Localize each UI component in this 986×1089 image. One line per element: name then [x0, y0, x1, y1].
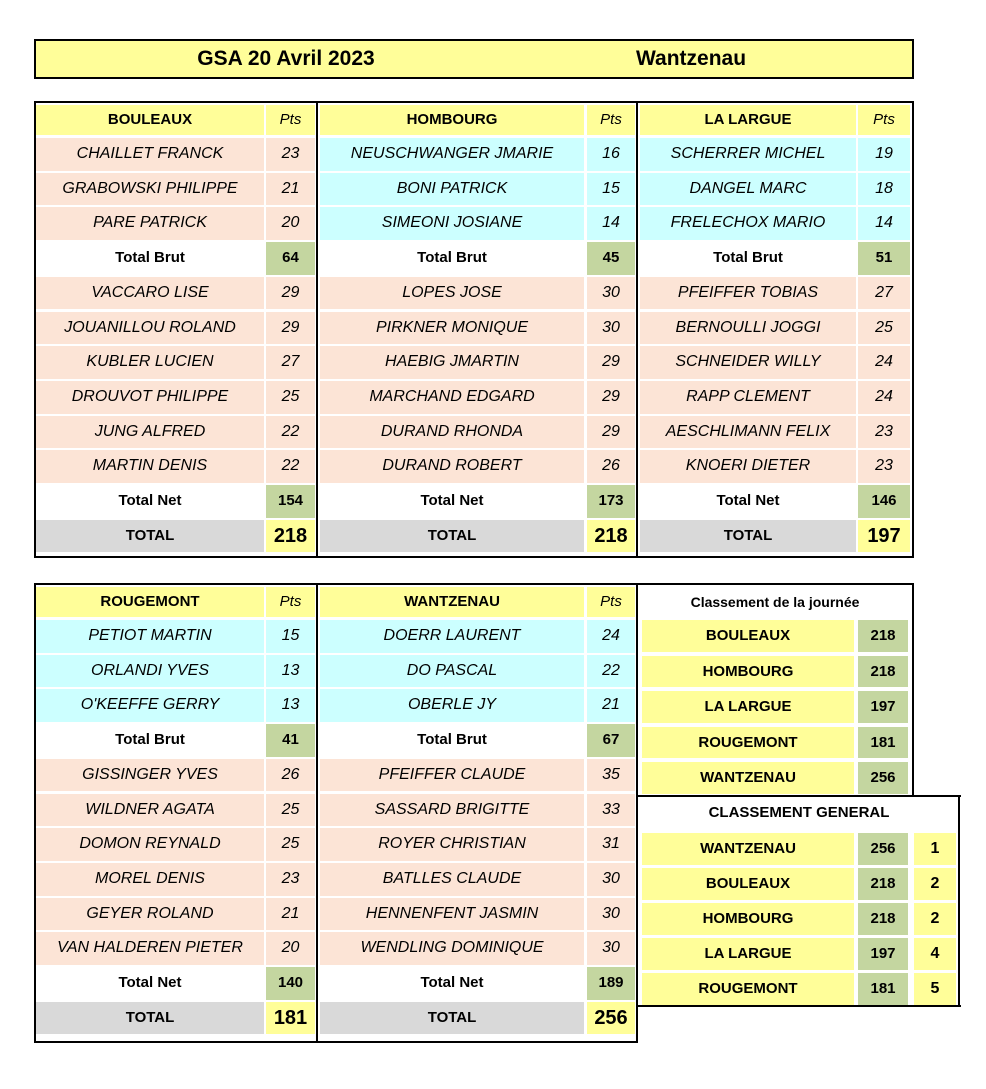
- player-pts: 23: [266, 138, 315, 171]
- general-rank: 2: [914, 903, 956, 935]
- team-header: WANTZENAU: [320, 587, 584, 617]
- general-rank: 5: [914, 973, 956, 1005]
- player-name: PETIOT MARTIN: [36, 620, 264, 653]
- total-value: 218: [587, 520, 635, 553]
- player-pts: 23: [266, 863, 315, 896]
- ranking-team: BOULEAUX: [642, 620, 854, 652]
- player-pts: 13: [266, 655, 315, 688]
- ranking-score: 218: [858, 620, 908, 652]
- player-name: SCHNEIDER WILLY: [640, 346, 856, 379]
- player-name: DROUVOT PHILIPPE: [36, 381, 264, 414]
- player-name: NEUSCHWANGER JMARIE: [320, 138, 584, 171]
- player-name: PIRKNER MONIQUE: [320, 312, 584, 345]
- player-name: HENNENFENT JASMIN: [320, 898, 584, 931]
- player-pts: 24: [587, 620, 635, 653]
- player-pts: 23: [858, 450, 910, 483]
- title-bar: [34, 39, 914, 79]
- rule-line: [34, 101, 36, 558]
- player-name: SIMEONI JOSIANE: [320, 207, 584, 240]
- total-label: TOTAL: [36, 1002, 264, 1035]
- player-name: DOMON REYNALD: [36, 828, 264, 861]
- player-pts: 35: [587, 759, 635, 792]
- player-name: MARCHAND EDGARD: [320, 381, 584, 414]
- total-value: 181: [266, 1002, 315, 1035]
- player-name: PFEIFFER TOBIAS: [640, 277, 856, 310]
- player-pts: 22: [266, 416, 315, 449]
- total-value: 218: [266, 520, 315, 553]
- player-name: GEYER ROLAND: [36, 898, 264, 931]
- ranking-score: 218: [858, 656, 908, 688]
- classement-journee-title: Classement de la journée: [640, 587, 910, 617]
- ranking-team: WANTZENAU: [642, 762, 854, 794]
- ranking-score: 197: [858, 691, 908, 723]
- player-name: GRABOWSKI PHILIPPE: [36, 173, 264, 206]
- total-net-label: Total Net: [36, 967, 264, 1000]
- rule-line: [958, 795, 960, 1007]
- ranking-score: 181: [858, 727, 908, 759]
- total-brut-value: 51: [858, 242, 910, 275]
- player-pts: 23: [858, 416, 910, 449]
- player-pts: 25: [266, 794, 315, 827]
- player-name: BERNOULLI JOGGI: [640, 312, 856, 345]
- pts-header: Pts: [587, 587, 635, 617]
- player-name: MOREL DENIS: [36, 863, 264, 896]
- ranking-team: LA LARGUE: [642, 691, 854, 723]
- player-pts: 27: [858, 277, 910, 310]
- rule-line: [638, 795, 961, 797]
- general-team: LA LARGUE: [642, 938, 854, 970]
- pts-header: Pts: [587, 105, 635, 135]
- player-pts: 33: [587, 794, 635, 827]
- player-pts: 29: [266, 277, 315, 310]
- total-label: TOTAL: [640, 520, 856, 553]
- player-pts: 27: [266, 346, 315, 379]
- rule-line: [34, 583, 36, 1043]
- player-name: JOUANILLOU ROLAND: [36, 312, 264, 345]
- player-pts: 18: [858, 173, 910, 206]
- player-name: O'KEEFFE GERRY: [36, 689, 264, 722]
- total-brut-label: Total Brut: [320, 724, 584, 757]
- general-rank: 1: [914, 833, 956, 865]
- player-name: ROYER CHRISTIAN: [320, 828, 584, 861]
- event-title: GSA 20 Avril 2023: [197, 47, 375, 70]
- general-score: 218: [858, 868, 908, 900]
- player-name: MARTIN DENIS: [36, 450, 264, 483]
- player-name: PFEIFFER CLAUDE: [320, 759, 584, 792]
- general-rank: 2: [914, 868, 956, 900]
- player-name: GISSINGER YVES: [36, 759, 264, 792]
- total-brut-label: Total Brut: [36, 242, 264, 275]
- player-pts: 30: [587, 898, 635, 931]
- player-name: FRELECHOX MARIO: [640, 207, 856, 240]
- player-name: BATLLES CLAUDE: [320, 863, 584, 896]
- total-net-label: Total Net: [640, 485, 856, 518]
- general-team: ROUGEMONT: [642, 973, 854, 1005]
- player-pts: 26: [266, 759, 315, 792]
- total-net-value: 146: [858, 485, 910, 518]
- player-name: LOPES JOSE: [320, 277, 584, 310]
- pts-header: Pts: [266, 105, 315, 135]
- pts-header: Pts: [266, 587, 315, 617]
- total-net-value: 154: [266, 485, 315, 518]
- player-name: KNOERI DIETER: [640, 450, 856, 483]
- player-pts: 20: [266, 932, 315, 965]
- team-header: LA LARGUE: [640, 105, 856, 135]
- total-brut-value: 67: [587, 724, 635, 757]
- classement-general-title: CLASSEMENT GENERAL: [640, 797, 958, 829]
- player-name: RAPP CLEMENT: [640, 381, 856, 414]
- team-header: BOULEAUX: [36, 105, 264, 135]
- player-pts: 25: [266, 828, 315, 861]
- total-value: 197: [858, 520, 910, 553]
- player-pts: 21: [266, 898, 315, 931]
- player-pts: 14: [858, 207, 910, 240]
- player-pts: 21: [587, 689, 635, 722]
- general-score: 256: [858, 833, 908, 865]
- player-name: OBERLE JY: [320, 689, 584, 722]
- total-net-label: Total Net: [320, 967, 584, 1000]
- total-brut-value: 45: [587, 242, 635, 275]
- player-name: SCHERRER MICHEL: [640, 138, 856, 171]
- player-pts: 26: [587, 450, 635, 483]
- player-pts: 16: [587, 138, 635, 171]
- player-pts: 25: [266, 381, 315, 414]
- total-net-value: 189: [587, 967, 635, 1000]
- total-brut-label: Total Brut: [320, 242, 584, 275]
- total-label: TOTAL: [320, 1002, 584, 1035]
- player-pts: 19: [858, 138, 910, 171]
- player-pts: 20: [266, 207, 315, 240]
- player-name: HAEBIG JMARTIN: [320, 346, 584, 379]
- general-score: 218: [858, 903, 908, 935]
- general-team: HOMBOURG: [642, 903, 854, 935]
- player-name: AESCHLIMANN FELIX: [640, 416, 856, 449]
- total-brut-value: 64: [266, 242, 315, 275]
- total-label: TOTAL: [36, 520, 264, 553]
- player-name: WILDNER AGATA: [36, 794, 264, 827]
- player-pts: 15: [266, 620, 315, 653]
- player-name: DURAND ROBERT: [320, 450, 584, 483]
- player-pts: 24: [858, 381, 910, 414]
- player-name: DOERR LAURENT: [320, 620, 584, 653]
- player-name: ORLANDI YVES: [36, 655, 264, 688]
- rule-line: [316, 101, 318, 558]
- player-name: DURAND RHONDA: [320, 416, 584, 449]
- player-pts: 31: [587, 828, 635, 861]
- player-name: DO PASCAL: [320, 655, 584, 688]
- general-rank: 4: [914, 938, 956, 970]
- ranking-team: HOMBOURG: [642, 656, 854, 688]
- player-pts: 30: [587, 312, 635, 345]
- total-net-value: 173: [587, 485, 635, 518]
- general-score: 181: [858, 973, 908, 1005]
- player-name: SASSARD BRIGITTE: [320, 794, 584, 827]
- player-pts: 22: [587, 655, 635, 688]
- player-pts: 14: [587, 207, 635, 240]
- player-pts: 22: [266, 450, 315, 483]
- player-name: VAN HALDEREN PIETER: [36, 932, 264, 965]
- player-pts: 13: [266, 689, 315, 722]
- total-label: TOTAL: [320, 520, 584, 553]
- rule-line: [636, 583, 638, 1043]
- player-pts: 15: [587, 173, 635, 206]
- player-pts: 30: [587, 863, 635, 896]
- rule-line: [34, 1041, 638, 1043]
- total-brut-label: Total Brut: [640, 242, 856, 275]
- rule-line: [34, 101, 914, 103]
- general-team: BOULEAUX: [642, 868, 854, 900]
- player-name: WENDLING DOMINIQUE: [320, 932, 584, 965]
- player-name: DANGEL MARC: [640, 173, 856, 206]
- total-brut-label: Total Brut: [36, 724, 264, 757]
- team-header: HOMBOURG: [320, 105, 584, 135]
- player-name: CHAILLET FRANCK: [36, 138, 264, 171]
- rule-line: [316, 583, 318, 1043]
- total-brut-value: 41: [266, 724, 315, 757]
- rule-line: [912, 101, 914, 558]
- player-name: PARE PATRICK: [36, 207, 264, 240]
- general-team: WANTZENAU: [642, 833, 854, 865]
- rule-line: [34, 556, 914, 558]
- player-pts: 29: [266, 312, 315, 345]
- player-pts: 29: [587, 416, 635, 449]
- player-pts: 29: [587, 381, 635, 414]
- player-pts: 24: [858, 346, 910, 379]
- player-name: VACCARO LISE: [36, 277, 264, 310]
- rule-line: [912, 583, 914, 795]
- player-pts: 30: [587, 277, 635, 310]
- rule-line: [636, 101, 638, 558]
- player-pts: 21: [266, 173, 315, 206]
- player-pts: 25: [858, 312, 910, 345]
- total-net-value: 140: [266, 967, 315, 1000]
- player-name: JUNG ALFRED: [36, 416, 264, 449]
- ranking-score: 256: [858, 762, 908, 794]
- location-title: Wantzenau: [636, 47, 747, 70]
- team-header: ROUGEMONT: [36, 587, 264, 617]
- total-net-label: Total Net: [320, 485, 584, 518]
- player-pts: 29: [587, 346, 635, 379]
- total-value: 256: [587, 1002, 635, 1035]
- general-score: 197: [858, 938, 908, 970]
- rule-line: [638, 1005, 961, 1007]
- ranking-team: ROUGEMONT: [642, 727, 854, 759]
- rule-line: [34, 583, 914, 585]
- player-pts: 30: [587, 932, 635, 965]
- player-name: BONI PATRICK: [320, 173, 584, 206]
- player-name: KUBLER LUCIEN: [36, 346, 264, 379]
- pts-header: Pts: [858, 105, 910, 135]
- total-net-label: Total Net: [36, 485, 264, 518]
